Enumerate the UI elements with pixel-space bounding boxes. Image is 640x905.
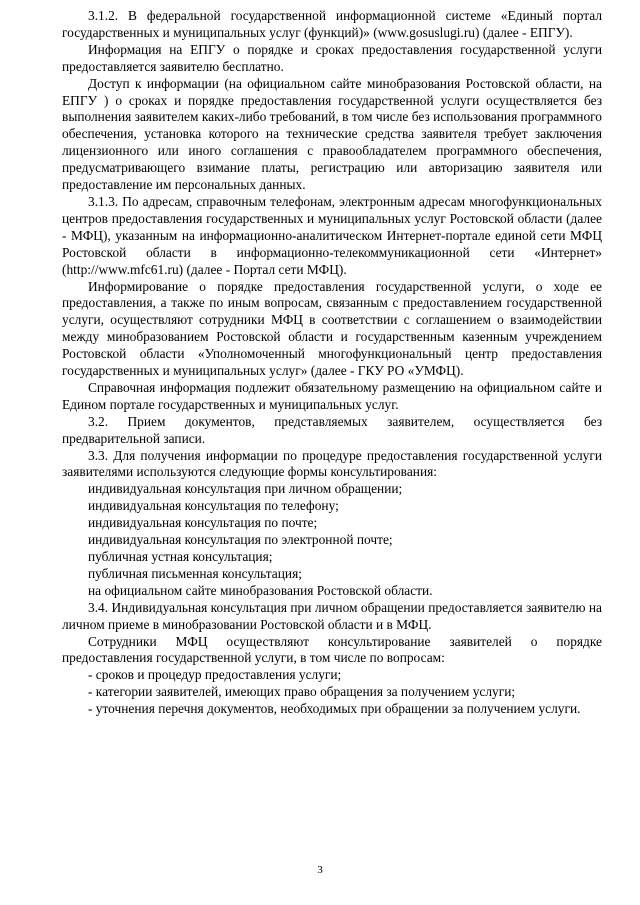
list-item: индивидуальная консультация по телефону; xyxy=(88,498,339,514)
list-item: публичная письменная консультация; xyxy=(88,565,302,581)
paragraph-epgu-info: Информация на ЕПГУ о порядке и сроках предоставления государственной услуги предоставляется заявителю бесплатно. xyxy=(62,41,602,74)
list-item: - сроков и процедур предоставления услуги; xyxy=(88,667,342,683)
paragraph-3-1-3: 3.1.3. По адресам, справочным телефонам, электронным адресам многофункциональных центров предоставления государственных и муниципальных услуг Ростовской области (далее - МФЦ), указанным на информационно-аналитическом Интернет-портале единой сети МФЦ Ростовской области в информационно-телекоммуникационной сети «Интернет» (http://www.mfc61.ru) (далее - Портал сети МФЦ). xyxy=(62,193,602,277)
paragraph-mfc-consulting: Сотрудники МФЦ осуществляют консультирование заявителей о порядке предоставления государственной услуги, в том числе по вопросам: xyxy=(62,633,602,666)
list-item: публичная устная консультация; xyxy=(88,549,273,564)
list-item: индивидуальная консультация по электронной почте; xyxy=(88,532,393,548)
paragraph-3-2: 3.2. Прием документов, представляемых заявителем, осуществляется без предварительной записи. xyxy=(62,413,602,446)
paragraph-3-3: 3.3. Для получения информации по процедуре предоставления государственной услуги заявителями используются следующие формы консультирования: xyxy=(62,447,602,480)
paragraph-reference-info: Справочная информация подлежит обязательному размещению на официальном сайте и Едином портале государственных и муниципальных услуг. xyxy=(62,379,602,412)
paragraph-3-4: 3.4. Индивидуальная консультация при личном обращении предоставляется заявителю на личном приеме в минобразовании Ростовской области и в МФЦ. xyxy=(62,599,602,632)
document-body xyxy=(62,8,602,718)
paragraph-access: Доступ к информации (на официальном сайте минобразования Ростовской области, на ЕПГУ ) о сроках и порядке предоставления государственной услуги осуществляется без выполнения заявителем каких-либо требований, в том числе без использования программного обеспечения, установка которого на технические средства заявителя требует заключения лицензионного или иного соглашения с правообладателем программного обеспечения, предусматривающего взимание платы, регистрацию или авторизацию заявителя или предоставление им персональных данных. xyxy=(62,75,602,193)
list-item: - категории заявителей, имеющих право обращения за получением услуги; xyxy=(88,684,516,700)
list-item: на официальном сайте минобразования Ростовской области. xyxy=(88,582,433,598)
page-number: 3 xyxy=(317,864,323,876)
paragraph-informing: Информирование о порядке предоставления государственной услуги, о ходе ее предоставления, а также по иным вопросам, связанным с предоставлением государственной услуги, осуществляют сотрудники МФЦ в соответствии с соглашением о взаимодействии между минобразованием Ростовской области и государственным казенным учреждением Ростовской области «Уполномоченный многофункциональный центр предоставления государственных и муниципальных услуг» (далее - ГКУ РО «УМФЦ). xyxy=(62,278,602,379)
list-item: индивидуальная консультация по почте; xyxy=(88,515,318,531)
paragraph-3-1-2: 3.1.2. В федеральной государственной информационной системе «Единый портал государственных и муниципальных услуг (функций)» (www.gosuslugi.ru) (далее - ЕПГУ). xyxy=(62,8,602,40)
list-item: индивидуальная консультация при личном обращении; xyxy=(88,481,403,497)
list-item: - уточнения перечня документов, необходимых при обращении за получением услуги. xyxy=(88,701,581,717)
